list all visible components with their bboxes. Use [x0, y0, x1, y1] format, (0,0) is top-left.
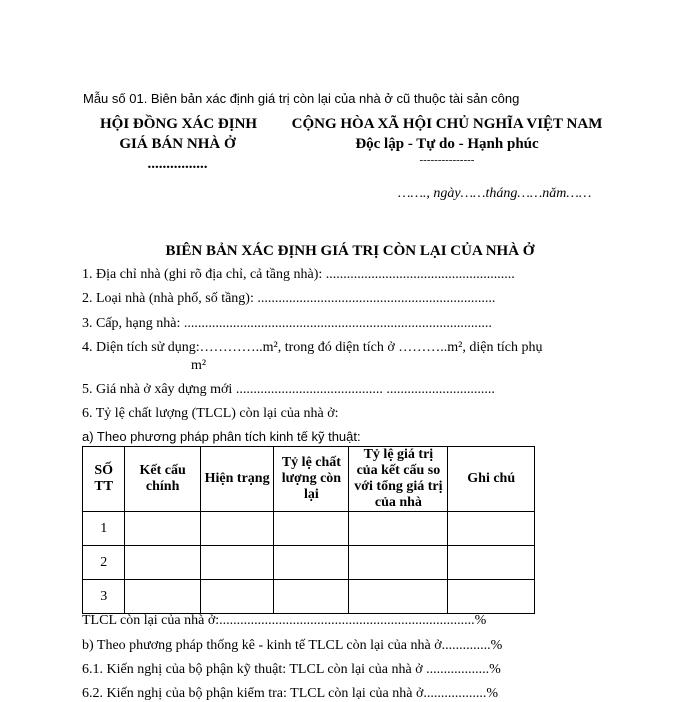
cell: [448, 546, 535, 580]
col-header-condition: Hiện trạng: [200, 447, 274, 512]
cell: [200, 580, 274, 614]
item-new-price: 5. Giá nhà ở xây dựng mới .......................................... ...............................: [82, 382, 495, 397]
cell: [125, 546, 200, 580]
item-area-unit: m²: [191, 358, 207, 373]
cell: [274, 546, 349, 580]
council-name-line1: HỘI ĐỒNG XÁC ĐỊNH: [100, 116, 258, 132]
form-caption: Mẫu số 01. Biên bản xác định giá trị còn lại của nhà ở cũ thuộc tài sản công: [83, 91, 520, 106]
col-header-no: SỐ TT: [83, 447, 125, 512]
cell: [274, 580, 349, 614]
item-area: 4. Diện tích sử dụng:…………..m², trong đó diện tích ở ………..m², diện tích phụ: [82, 340, 543, 355]
cell: [448, 580, 535, 614]
row-number: 2: [83, 546, 125, 580]
motto-underline: ---------------: [419, 154, 475, 166]
tech-recommendation: 6.1. Kiến nghị của bộ phận kỹ thuật: TLCL còn lại của nhà ở ..................%: [82, 662, 501, 677]
tlcl-remaining: TLCL còn lại của nhà ở:.........................................................................%: [82, 613, 487, 628]
cell: [200, 512, 274, 546]
date-line: ……., ngày……tháng……năm……: [398, 186, 592, 201]
council-dots: ................: [147, 156, 208, 172]
document-title: BIÊN BẢN XÁC ĐỊNH GIÁ TRỊ CÒN LẠI CỦA NHÀ Ở: [165, 243, 535, 259]
national-motto: Độc lập - Tự do - Hạnh phúc: [355, 136, 539, 152]
col-header-note: Ghi chú: [448, 447, 535, 512]
quality-table: [82, 446, 535, 614]
col-header-remaining-quality: Tỷ lệ chất lượng còn lại: [274, 447, 349, 512]
national-title: CỘNG HÒA XÃ HỘI CHỦ NGHĨA VIỆT NAM: [291, 116, 603, 132]
cell: [274, 512, 349, 546]
cell: [349, 512, 448, 546]
item-house-type: 2. Loại nhà (nhà phố, số tầng): ....................................................................: [82, 291, 496, 306]
row-number: 1: [83, 512, 125, 546]
row-number: 3: [83, 580, 125, 614]
method-b: b) Theo phương pháp thống kê - kinh tế TLCL còn lại của nhà ở..............%: [82, 638, 503, 653]
item-house-grade: 3. Cấp, hạng nhà: ........................................................................................: [82, 316, 492, 331]
council-header: [100, 114, 258, 174]
col-header-structure: Kết cấu chính: [125, 447, 200, 512]
inspection-recommendation: 6.2. Kiến nghị của bộ phận kiểm tra: TLCL còn lại của nhà ở..................%: [82, 686, 499, 701]
table-row: [83, 580, 535, 614]
table-header-row: [83, 447, 535, 512]
cell: [125, 580, 200, 614]
item-method-a: a) Theo phương pháp phân tích kinh tế kỹ thuật:: [82, 429, 361, 444]
col-header-value-ratio: Tỷ lệ giá trị của kết cấu so với tổng giá trị của nhà: [349, 447, 448, 512]
council-name-line2: GIÁ BÁN NHÀ Ở: [119, 136, 236, 152]
table-row: [83, 546, 535, 580]
cell: [349, 580, 448, 614]
item-address: 1. Địa chỉ nhà (ghi rõ địa chỉ, cả tầng nhà): ......................................................: [82, 267, 515, 282]
table-row: [83, 512, 535, 546]
cell: [349, 546, 448, 580]
cell: [200, 546, 274, 580]
national-header: [288, 114, 606, 166]
item-quality-ratio: 6. Tỷ lệ chất lượng (TLCL) còn lại của nhà ở:: [82, 406, 339, 421]
cell: [125, 512, 200, 546]
cell: [448, 512, 535, 546]
